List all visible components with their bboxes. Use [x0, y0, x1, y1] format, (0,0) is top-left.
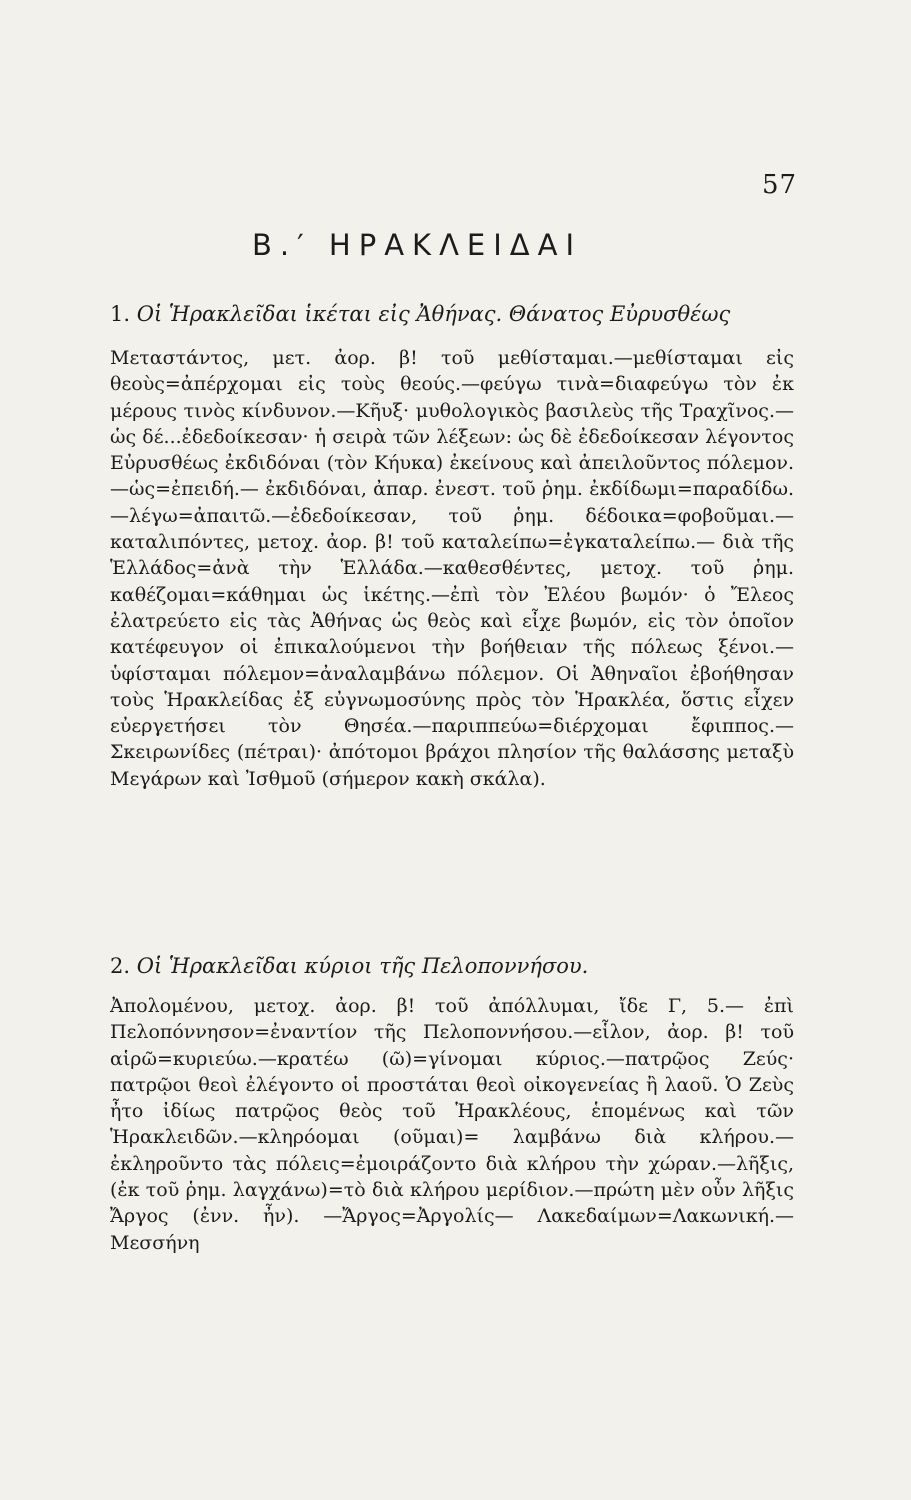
- section-1-body: [110, 345, 794, 792]
- chapter-title: Β.′ ΗΡΑΚΛΕΙΔΑΙ: [252, 228, 583, 262]
- section-2-title: Οἱ Ἡρακλεῖδαι κύριοι τῆς Πελοποννήσου.: [136, 954, 589, 978]
- section-2-paragraph: Ἀπολομένου, μετοχ. ἀορ. β! τοῦ ἀπόλλυμαι, ἴδε Γ, 5.— ἐπὶ Πελοπόννησον=ἐναντίον τῆς Πελοποννήσου.—εἷλον, ἀορ. β! τοῦ αἱρῶ=κυριεύω.—κρατέω (ῶ)=γίνομαι κύριος.—πατρῷος Ζεύς· πατρῷοι θεοὶ ἐλέγοντο οἱ προστάται θεοὶ οἰκογενείας ἢ λαοῦ. Ὁ Ζεὺς ἦτο ἰδίως πατρῷος θεὸς τοῦ Ἡρακλέους, ἑπομένως καὶ τῶν Ἡρακλειδῶν.—κληρόομαι (οῦμαι)= λαμβάνω διὰ κλήρου.—ἐκληροῦντο τὰς πόλεις=ἐμοιράζοντο διὰ κλήρου τὴν χώραν.—λῆξις, (ἐκ τοῦ ῥημ. λαγχάνω)=τὸ διὰ κλήρου μερίδιον.—πρώτη μὲν οὖν λῆξις Ἄργος (ἐνν. ἦν). —Ἄργος=Ἀργολίς— Λακεδαίμων=Λακωνική.— Μεσσήνη: [110, 995, 794, 1254]
- section-1-paragraph: Μεταστάντος, μετ. ἀορ. β! τοῦ μεθίσταμαι.—μεθίσταμαι εἰς θεοὺς=ἀπέρχομαι εἰς τοὺς θεούς.—φεύγω τινὰ=διαφεύγω τὸν ἐκ μέρους τινὸς κίνδυνον.—Κῆυξ· μυθολογικὸς βασιλεὺς τῆς Τραχῖνος.—ὡς δέ...ἐδεδοίκεσαν· ἡ σειρὰ τῶν λέξεων: ὡς δὲ ἐδεδοίκεσαν λέγοντος Εὐρυσθέως ἐκδιδόναι (τὸν Κήυκα) ἐκείνους καὶ ἀπειλοῦντος πόλεμον.—ὡς=ἐπειδή.— ἐκδιδόναι, ἀπαρ. ἐνεστ. τοῦ ῥημ. ἐκδίδωμι=παραδίδω.—λέγω=ἀπαιτῶ.—ἐδεδοίκεσαν, τοῦ ῥημ. δέδοικα=φοβοῦμαι.— καταλιπόντες, μετοχ. ἀορ. β! τοῦ καταλείπω=ἐγκαταλείπω.— διὰ τῆς Ἑλλάδος=ἀνὰ τὴν Ἑλλάδα.—καθεσθέντες, μετοχ. τοῦ ῥημ. καθέζομαι=κάθημαι ὡς ἱκέτης.—ἐπὶ τὸν Ἐλέου βωμόν· ὁ Ἔλεος ἐλατρεύετο εἰς τὰς Ἀθήνας ὡς θεὸς καὶ εἶχε βωμόν, εἰς τὸν ὁποῖον κατέφευγον οἱ ἐπικαλούμενοι τὴν βοήθειαν τῆς πόλεως ξένοι.—ὑφίσταμαι πόλεμον=ἀναλαμβάνω πόλεμον. Οἱ Ἀθηναῖοι ἐβοήθησαν τοὺς Ἡρακλείδας ἐξ εὐγνωμοσύνης πρὸς τὸν Ἡρακλέα, ὅστις εἶχεν εὐεργετήσει τὸν Θησέα.—παριππεύω=διέρχομαι ἔφιππος.—Σκειρωνίδες (πέτραι)· ἀπότομοι βράχοι πλησίον τῆς θαλάσσης μεταξὺ Μεγάρων καὶ Ἰσθμοῦ (σήμερον κακὴ σκάλα).: [110, 347, 794, 790]
- section-2-body: [110, 993, 794, 1256]
- section-2-heading: [110, 954, 790, 978]
- section-1-heading: [110, 302, 790, 326]
- section-2-number: 2.: [110, 954, 131, 978]
- section-1-title: Οἱ Ἡρακλεῖδαι ἱκέται εἰς Ἀθήνας. Θάνατος Εὐρυσθέως: [136, 302, 731, 326]
- page-number: 57: [762, 170, 798, 200]
- section-1-number: 1.: [110, 302, 131, 326]
